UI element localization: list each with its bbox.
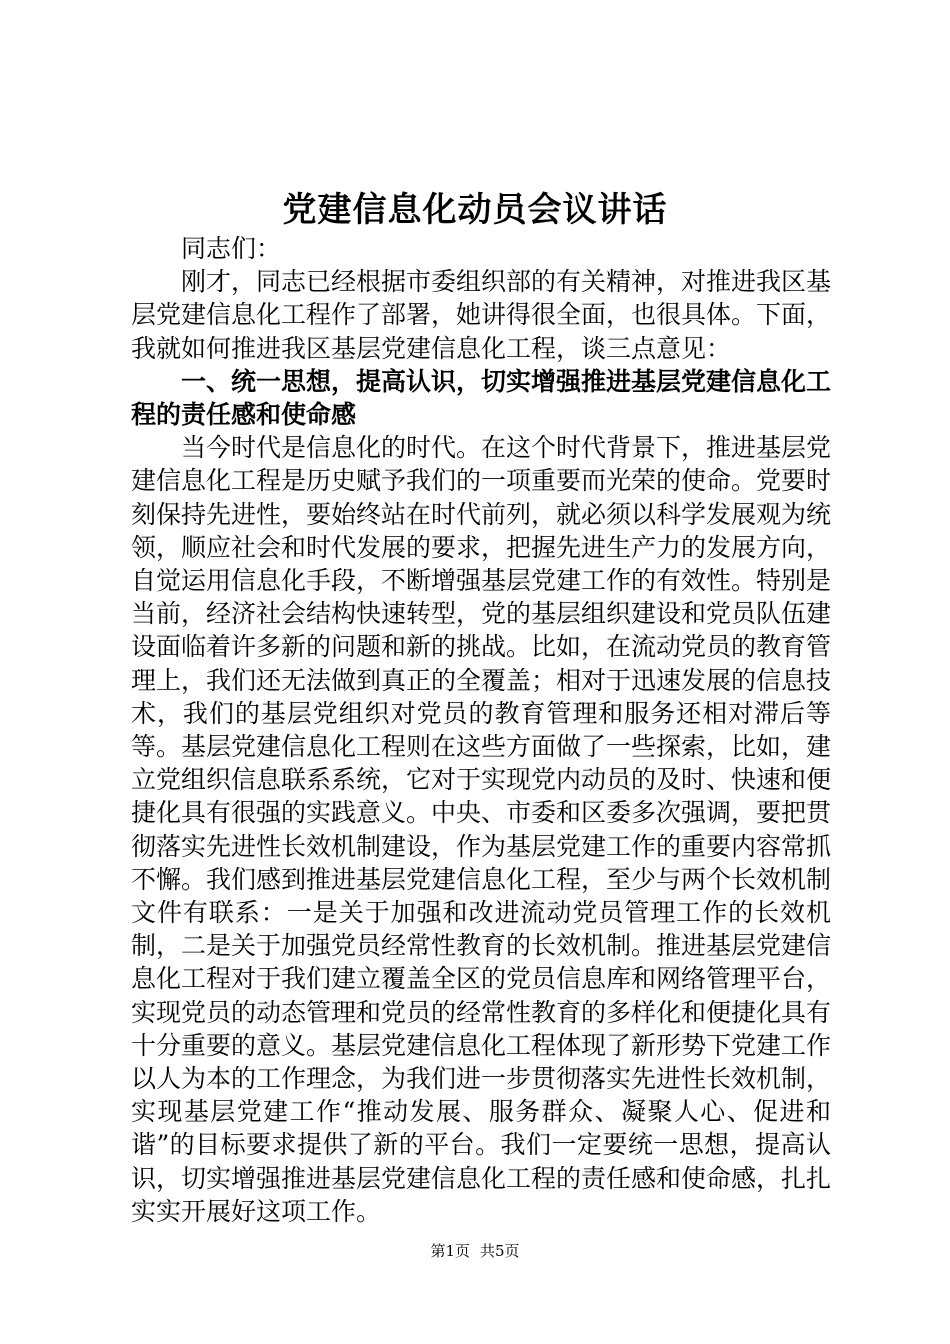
- salutation: 同志们：: [181, 234, 282, 263]
- intro-paragraph: 刚才，同志已经根据市委组织部的有关精神，对推进我区基层党建信息化工程作了部署，她讲得很全面，也很具体。下面，我就如何推进我区基层党建信息化工程，谈三点意见：: [131, 267, 832, 363]
- page-number: 第1页: [430, 1242, 470, 1260]
- section-1-heading: 一、统一思想，提高认识，切实增强推进基层党建信息化工程的责任感和使命感: [131, 366, 832, 430]
- section-1-paragraph: 当今时代是信息化的时代。在这个时代背景下，推进基层党建信息化工程是历史赋予我们的一项重要而光荣的使命。党要时刻保持先进性，要始终站在时代前列，就必须以科学发展观为统领，顺应社会和时代发展的要求，把握先进生产力的发展方向，自觉运用信息化手段，不断增强基层党建工作的有效性。特别是当前，经济社会结构快速转型，党的基层组织建设和党员队伍建设面临着许多新的问题和新的挑战。比如，在流动党员的教育管理上，我们还无法做到真正的全覆盖；相对于迅速发展的信息技术，我们的基层党组织对党员的教育管理和服务还相对滞后等等。基层党建信息化工程则在这些方面做了一些探索，比如，建立党组织信息联系系统，它对于实现党内动员的及时、快速和便捷化具有很强的实践意义。中央、市委和区委多次强调，要把贯彻落实先进性长效机制建设，作为基层党建工作的重要内容常抓不懈。我们感到推进基层党建信息化工程，至少与两个长效机制文件有联系：一是关于加强和改进流动党员管理工作的长效机制，二是关于加强党员经常性教育的长效机制。推进基层党建信息化工程对于我们建立覆盖全区的党员信息库和网络管理平台，实现党员的动态管理和党员的经常性教育的多样化和便捷化具有十分重要的意义。基层党建信息化工程体现了新形势下党建工作以人为本的工作理念，为我们进一步贯彻落实先进性长效机制，实现基层党建工作“推动发展、服务群众、凝聚人心、促进和谐”的目标要求提供了新的平台。我们一定要统一思想，提高认识，切实增强推进基层党建信息化工程的责任感和使命感，扎扎实实开展好这项工作。: [131, 433, 832, 1226]
- document-body: [131, 232, 831, 1228]
- page-footer: [0, 1241, 950, 1261]
- page-total: 共5页: [480, 1242, 520, 1260]
- document-title: 党建信息化动员会议讲话: [282, 190, 668, 230]
